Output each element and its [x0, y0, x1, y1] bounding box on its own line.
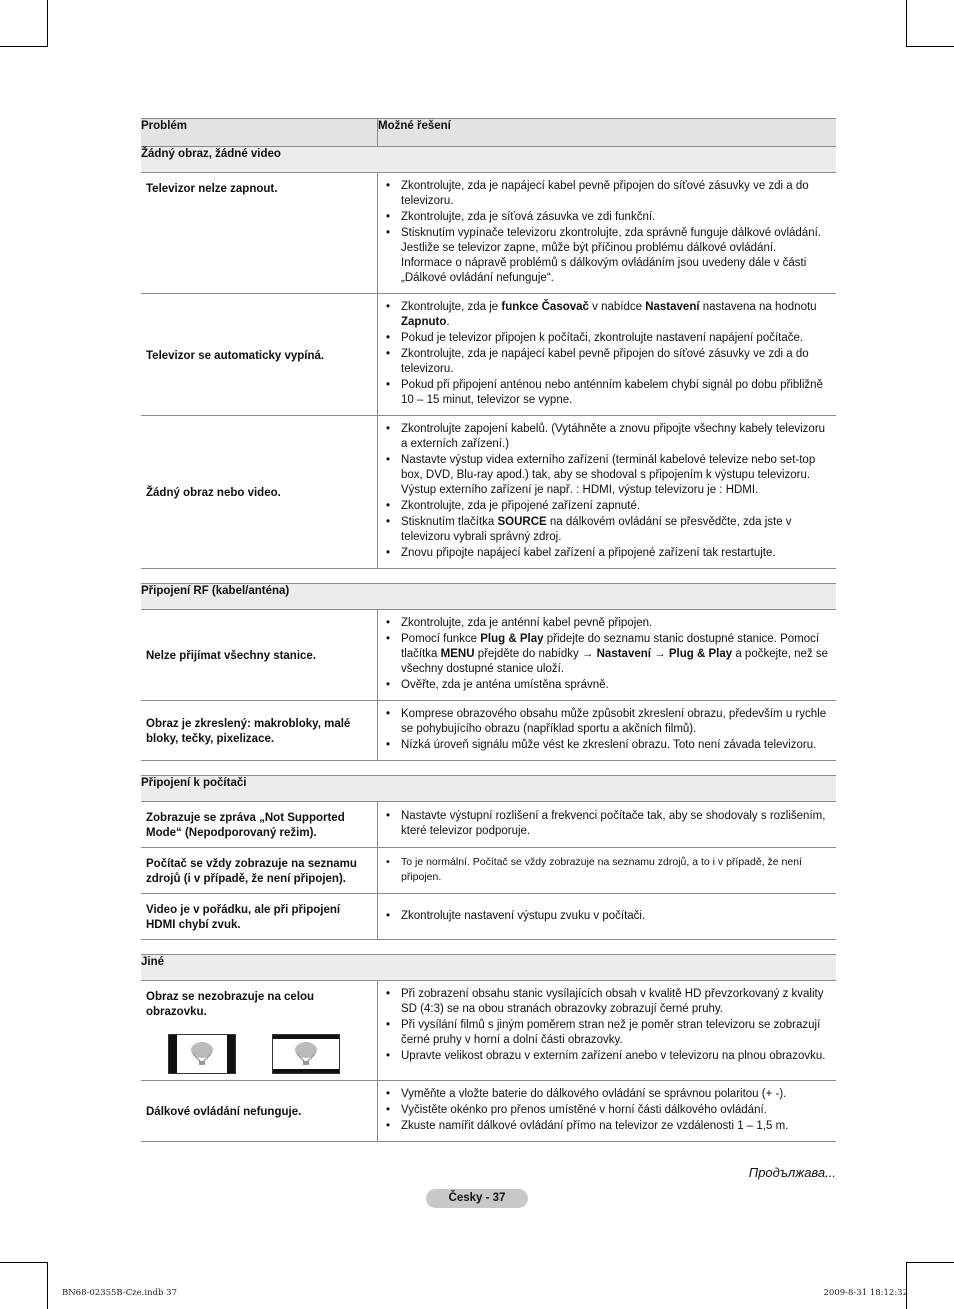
pillarbox-screen-image [168, 1034, 236, 1074]
problem-cell [141, 701, 378, 761]
crop-mark [47, 0, 48, 47]
solution-item: • Stisknutím vypínače televizoru zkontrolujte, zda správně funguje dálkové ovládání. Jestliže se televizor zapne, může být příčinou problému dálkové ovládání. Informace o nápravě problémů s dálkovým ovládáním jsou uvedeny dále v části „Dálkové ovládání nefunguje“. [386, 226, 830, 286]
solution-item: • Pokud při připojení anténou nebo anténním kabelem chybí signál po dobu přibližně 10 – 15 minut, televizor se vypne. [386, 378, 830, 408]
solution-cell [378, 173, 837, 294]
problem-cell [141, 173, 378, 294]
table-row [141, 173, 836, 294]
table-row [141, 802, 836, 848]
section-title: Jiné [141, 955, 836, 981]
problem-text: Obraz je zkreslený: makrobloky, malé bloky, tečky, pixelizace. [146, 718, 351, 745]
problem-text: Nelze přijímat všechny stanice. [146, 650, 317, 662]
crop-mark [0, 46, 48, 47]
letterbox-screen-image [272, 1034, 340, 1074]
solution-list [386, 1087, 830, 1134]
footer-date: 2009-8-31 18:12:32 [823, 1288, 908, 1298]
solution-item: • To je normální. Počítač se vždy zobrazuje na seznamu zdrojů, a to i v případě, že není připojen. [386, 855, 830, 885]
section-heading-row [141, 584, 836, 610]
problem-cell [141, 610, 378, 701]
solution-cell [378, 981, 837, 1081]
table-row [141, 294, 836, 416]
section-gap [141, 569, 836, 584]
problem-cell [141, 848, 378, 894]
footer-file: BN68-02355B-Cze.indb 37 [62, 1288, 177, 1298]
solution-item: • Zkuste namířit dálkové ovládání přímo na televizor ze vzdálenosti 1 – 1,5 m. [386, 1119, 830, 1134]
solution-item: • Nastavte výstupní rozlišení a frekvenci počítače tak, aby se shodovaly s rozlišením, které televizor podporuje. [386, 809, 830, 839]
problem-text: Dálkové ovládání nefunguje. [146, 1106, 302, 1118]
solution-list [386, 855, 830, 885]
page-number-badge: Česky - 37 [426, 1189, 528, 1208]
solution-cell [378, 848, 837, 894]
section-gap [141, 761, 836, 776]
header-solution: Možné řešení [378, 119, 837, 147]
solution-item: • Zkontrolujte, zda je připojené zařízení zapnuté. [386, 499, 830, 514]
table-row [141, 848, 836, 894]
table-row [141, 610, 836, 701]
solution-item: • Při zobrazení obsahu stanic vysílajících obsah v kvalitě HD převzorkovaný z kvality SD (4:3) se na obou stranách obrazovky zobrazují černé pruhy. [386, 987, 830, 1017]
solution-item: • Vyměňte a vložte baterie do dálkového ovládání se správnou polaritou (+ -). [386, 1087, 830, 1102]
problem-text: Počítač se vždy zobrazuje na seznamu zdrojů (i v případě, že není připojen). [146, 858, 357, 885]
problem-cell [141, 416, 378, 569]
problem-text: Zobrazuje se zpráva „Not Supported Mode“ (Nepodporovaný režim). [146, 812, 345, 839]
solution-item: • Upravte velikost obrazu v externím zařízení anebo v televizoru na plnou obrazovku. [386, 1049, 830, 1064]
solution-cell [378, 894, 837, 940]
solution-cell [378, 610, 837, 701]
solution-list [386, 909, 830, 924]
header-problem: Problém [141, 119, 378, 147]
solution-item: • Znovu připojte napájecí kabel zařízení a připojené zařízení tak restartujte. [386, 546, 830, 561]
solution-cell [378, 294, 837, 416]
solution-item: • Nízká úroveň signálu může vést ke zkreslení obrazu. Toto není závada televizoru. [386, 738, 830, 753]
solution-item: • Zkontrolujte, zda je síťová zásuvka ve zdi funkční. [386, 210, 830, 225]
solution-item: • Zkontrolujte, zda je anténní kabel pevně připojen. [386, 616, 830, 631]
solution-list [386, 987, 830, 1064]
solution-item: • Při vysílání filmů s jiným poměrem stran než je poměr stran televizoru se zobrazují černé pruhy v horní a dolní části obrazovky. [386, 1018, 830, 1048]
table-row [141, 981, 836, 1081]
solution-list [386, 707, 830, 753]
solution-item: • Zkontrolujte zapojení kabelů. (Vytáhněte a znovu připojte všechny kabely televizoru a externích zařízení.) [386, 422, 830, 452]
problem-text: Televizor nelze zapnout. [146, 183, 278, 195]
table-row [141, 416, 836, 569]
solution-list [386, 179, 830, 286]
solution-list [386, 422, 830, 561]
problem-cell [141, 894, 378, 940]
solution-cell [378, 701, 837, 761]
solution-list [386, 809, 830, 839]
solution-item: • Zkontrolujte, zda je napájecí kabel pevně připojen do síťové zásuvky ve zdi a do televizoru. [386, 347, 830, 377]
solution-item: • Nastavte výstup videa externího zařízení (terminál kabelové televize nebo set-top box, DVD, Blu-ray apod.) tak, aby se shodoval s připojením k výstupu televizoru. Výstup externího zařízení je např. : HDMI, výstup televizoru je : HDMI. [386, 453, 830, 498]
table-header [141, 119, 836, 147]
crop-mark [0, 1262, 48, 1263]
solution-item: • Vyčistěte okénko pro přenos umístěné v horní části dálkového ovládání. [386, 1103, 830, 1118]
solution-item: • Pokud je televizor připojen k počítači, zkontrolujte nastavení napájení počítače. [386, 331, 830, 346]
aspect-ratio-illustrations [146, 1034, 372, 1074]
section-gap [141, 940, 836, 955]
section-title: Žádný obraz, žádné video [141, 147, 836, 173]
solution-list [386, 616, 830, 693]
section-title: Připojení k počítači [141, 776, 836, 802]
section-title: Připojení RF (kabel/anténa) [141, 584, 836, 610]
problem-text: Video je v pořádku, ale při připojení HDMI chybí zvuk. [146, 904, 341, 931]
table-row [141, 701, 836, 761]
solution-item: • Pomocí funkce Plug & Play přidejte do seznamu stanic dostupné stanice. Pomocí tlačítka MENU přejděte do nabídky → Nastavení → Plug & Play a počkejte, než se všechny dostupné stanice uloží. [386, 632, 830, 677]
solution-item: • Komprese obrazového obsahu může způsobit zkreslení obrazu, především u rychle se pohybujícího obrazu (například sportu a akčních filmů). [386, 707, 830, 737]
solution-cell [378, 1081, 837, 1142]
problem-cell [141, 802, 378, 848]
crop-mark [906, 1262, 907, 1309]
solution-cell [378, 416, 837, 569]
section-heading-row [141, 776, 836, 802]
problem-cell [141, 981, 378, 1081]
problem-cell [141, 294, 378, 416]
continued-label: Продължава... [748, 1165, 836, 1180]
solution-item: • Zkontrolujte nastavení výstupu zvuku v počítači. [386, 909, 830, 924]
problem-cell [141, 1081, 378, 1142]
crop-mark [906, 0, 907, 47]
section-heading-row [141, 147, 836, 173]
solution-list [386, 300, 830, 408]
section-heading-row [141, 955, 836, 981]
problem-text: Žádný obraz nebo video. [146, 487, 281, 499]
solution-cell [378, 802, 837, 848]
crop-mark [906, 1262, 954, 1263]
solution-item: • Stisknutím tlačítka SOURCE na dálkovém ovládání se přesvědčte, zda jste v televizoru vybrali správný zdroj. [386, 515, 830, 545]
solution-item: • Zkontrolujte, zda je funkce Časovač v nabídce Nastavení nastavena na hodnotu Zapnuto. [386, 300, 830, 330]
solution-item: • Zkontrolujte, zda je napájecí kabel pevně připojen do síťové zásuvky ve zdi a do televizoru. [386, 179, 830, 209]
solution-item: • Ověřte, zda je anténa umístěna správně. [386, 678, 830, 693]
crop-mark [47, 1262, 48, 1309]
table-row [141, 894, 836, 940]
troubleshooting-table [141, 118, 836, 1142]
problem-text: Televizor se automaticky vypíná. [146, 349, 325, 362]
table-row [141, 1081, 836, 1142]
crop-mark [906, 46, 954, 47]
problem-text: Obraz se nezobrazuje na celou obrazovku. [146, 991, 315, 1018]
